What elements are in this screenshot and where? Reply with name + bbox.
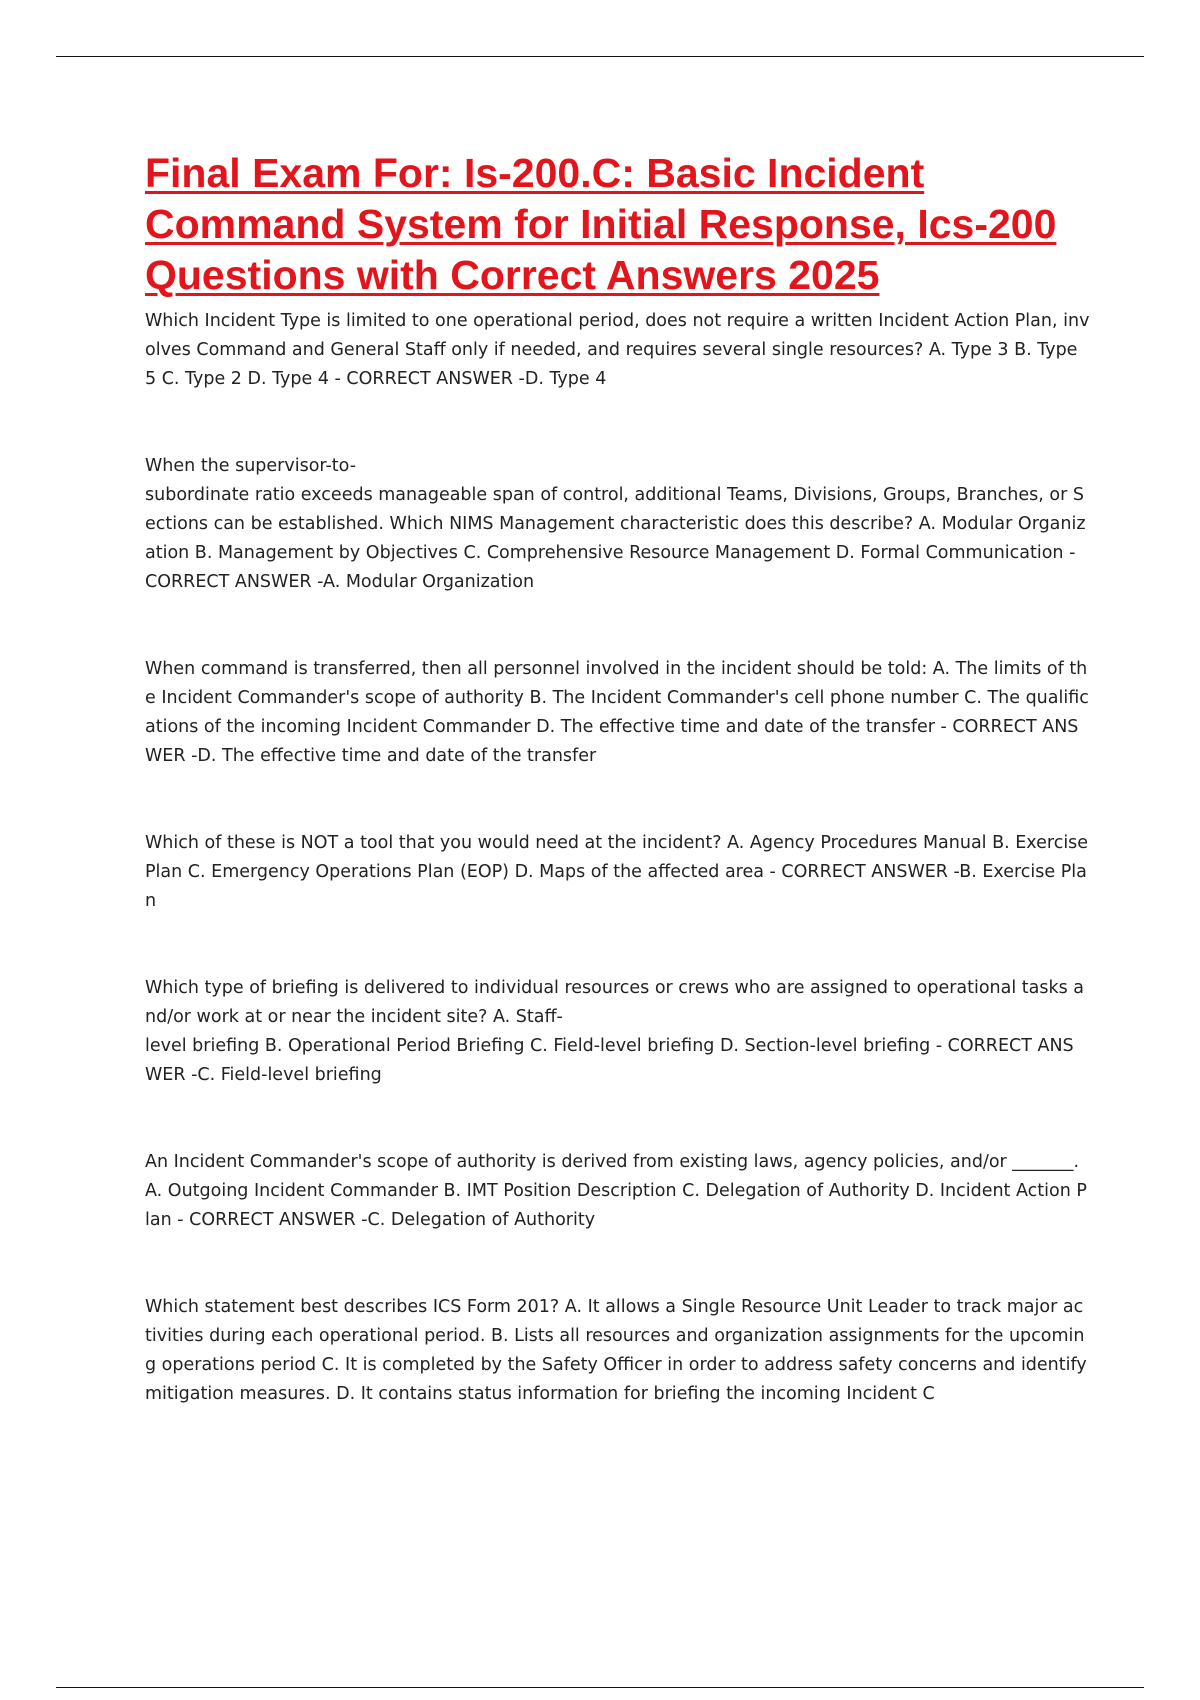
question-3: When command is transferred, then all personnel involved in the incident should be told: A. The limits of the Incident Commander's scope of authority B. The Incident Commander's cell phone number C. The qualifications of the incoming Incident Commander D. The effective time and date of the transfer - CORRECT ANSWER -D. The effective time and date of the transfer xyxy=(145,659,1089,766)
question-4: Which of these is NOT a tool that you would need at the incident? A. Agency Procedures Manual B. Exercise Plan C. Emergency Operations Plan (EOP) D. Maps of the affected area - CORRECT ANSWER -B. Exercise Plan xyxy=(145,833,1094,911)
question-5: Which type of briefing is delivered to individual resources or crews who are assigned to operational tasks and/or work at or near the incident site? A. Staff- level briefing B. Operational Period Briefing C. Field-level briefing D. Section-level briefing - CORRECT ANSWER -C. Field-level briefing xyxy=(145,978,1085,1085)
question-2: When the supervisor-to- subordinate ratio exceeds manageable span of control, additional Teams, Divisions, Groups, Branches, or Sections can be established. Which NIMS Management characteristic does this describe? A. Modular Organization B. Management by Objectives C. Comprehensive Resource Management D. Formal Communication - CORRECT ANSWER -A. Modular Organization xyxy=(145,456,1086,592)
question-1: Which Incident Type is limited to one operational period, does not require a written Incident Action Plan, involves Command and General Staff only if needed, and requires several single resources? A. Type 3 B. Type 5 C. Type 2 D. Type 4 - CORRECT ANSWER -D. Type 4 xyxy=(145,311,1090,389)
bottom-rule xyxy=(56,1687,1144,1688)
top-rule xyxy=(56,56,1144,57)
document-body xyxy=(145,148,1094,1467)
question-7: Which statement best describes ICS Form 201? A. It allows a Single Resource Unit Leader to track major activities during each operational period. B. Lists all resources and organization assignments for the upcoming operations period C. It is completed by the Safety Officer in order to address safety concerns and identify mitigation measures. D. It contains status information for briefing the incoming Incident C xyxy=(145,1297,1093,1404)
document-title: Final Exam For: Is-200.C: Basic Incident Command System for Initial Response, Ics-200 Questions with Correct Answers 2025 xyxy=(145,150,1057,298)
question-6: An Incident Commander's scope of authority is derived from existing laws, agency policies, and/or _______. A. Outgoing Incident Commander B. IMT Position Description C. Delegation of Authority D. Incident Action Plan - CORRECT ANSWER -C. Delegation of Authority xyxy=(145,1152,1087,1230)
